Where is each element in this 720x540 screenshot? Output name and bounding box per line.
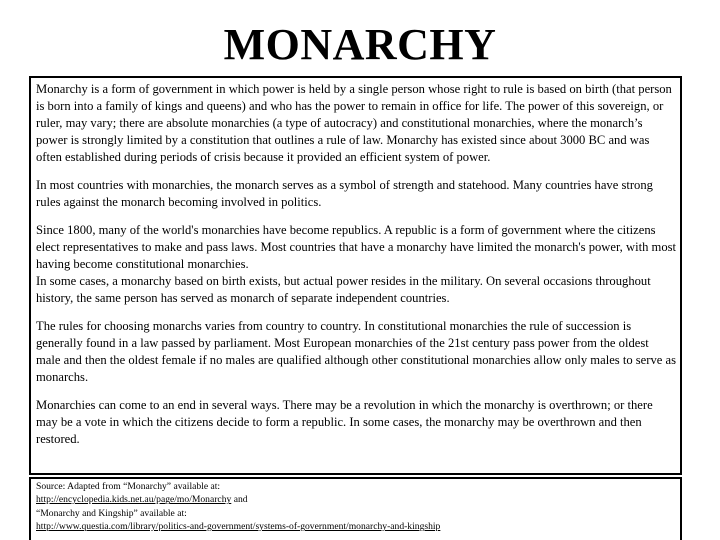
source-line-1	[36, 493, 676, 506]
paragraph-military: In some cases, a monarchy based on birth exists, but actual power resides in the military. On several occasions throughout history, the same person has served as monarch of separate independent countries.	[36, 274, 651, 305]
source-link-questia[interactable]: http://www.questia.com/library/politics-and-government/systems-of-government/monarchy-and-kingship	[36, 521, 441, 533]
paragraph-republics: Since 1800, many of the world's monarchies have become republics. A republic is a form of government where the citizens elect representatives to make and pass laws. Most countries that have a monarchy have limited the monarch's power, with most having become constitutional monarchies.	[36, 223, 677, 271]
source-intro: Source: Adapted from “Monarchy” available at:	[36, 481, 221, 492]
main-text-box	[29, 76, 682, 475]
source-second-label: “Monarchy and Kingship” available at:	[36, 507, 187, 519]
page-title: MONARCHY	[223, 20, 497, 69]
paragraph-symbol: In most countries with monarchies, the monarch serves as a symbol of strength and statehood. Many countries have strong rules against the monarch becoming involved in politics.	[36, 178, 653, 209]
paragraph-succession: The rules for choosing monarchs varies from country to country. In constitutional monarchies the rule of succession is generally found in a law passed by parliament. Most European monarchies of the 21st century pass power from the oldest male and then the oldest female if no males are qualified although other constitutional monarchies allow only males to serve as monarchs.	[36, 319, 676, 384]
source-citation-box	[29, 477, 682, 540]
source-link-encyclopedia[interactable]: http://encyclopedia.kids.net.au/page/mo/Monarchy	[36, 494, 232, 506]
paragraph-definition: Monarchy is a form of government in which power is held by a single person whose right to rule is based on birth (that person is born into a family of kings and queens) and who has the power to remain in office for life. The power of this sovereign, or ruler, may vary; there are absolute monarchies (a type of autocracy) and constitutional monarchies, where the monarch’s power is strongly limited by a constitution that outlines a rule of law. Monarchy has existed since about 3000 BC and was often established during periods of crisis because it provided an efficient system of power.	[36, 82, 672, 164]
paragraph-end: Monarchies can come to an end in several ways. There may be a revolution in which the monarchy is overthrown; or there may be a vote in which the citizens decide to form a republic. In some cases, the monarchy may be overthrown and then restored.	[36, 398, 653, 446]
source-line-2	[36, 520, 676, 533]
source-connector: and	[231, 494, 248, 506]
